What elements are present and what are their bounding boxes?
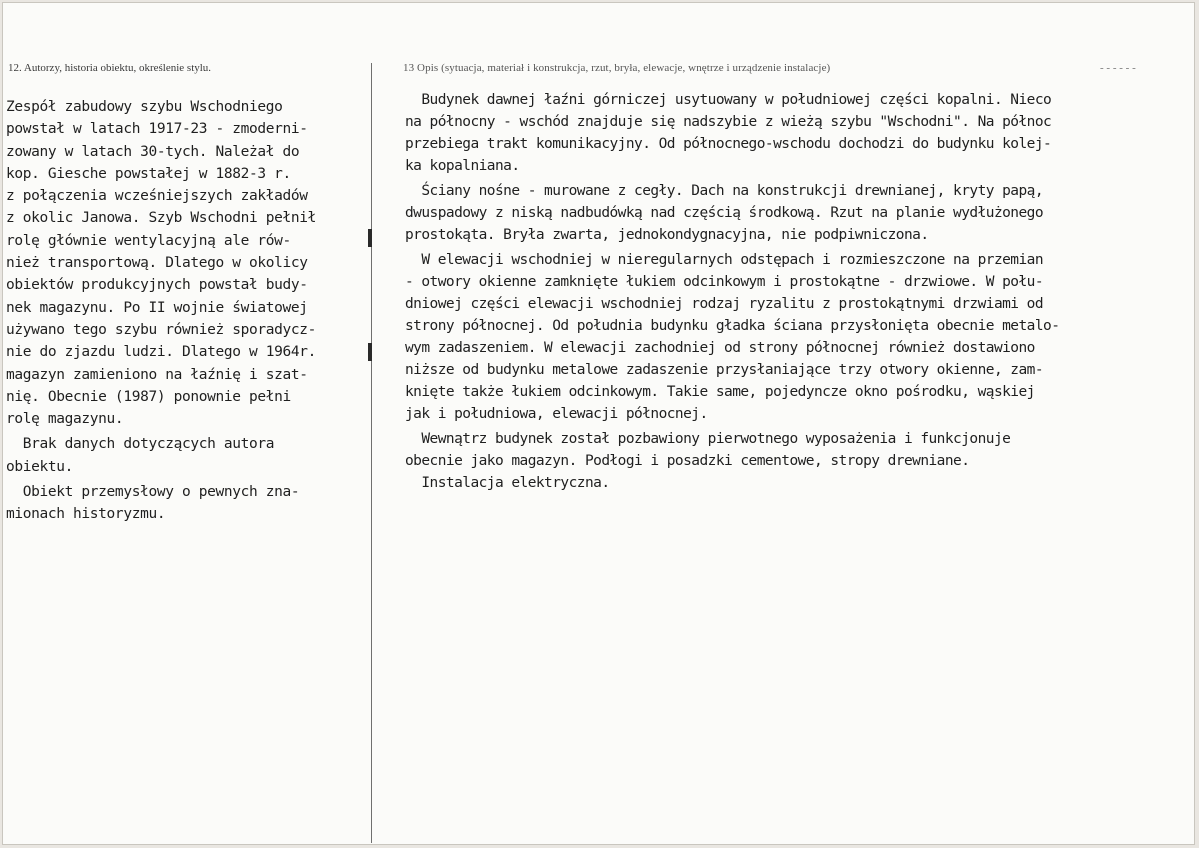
text-line: obiektu.: [6, 458, 74, 475]
text-line: przebiega trakt komunikacyjny. Od północnego-wschodu dochodzi do budynku kolej-: [405, 136, 1052, 152]
text-line: nek magazynu. Po II wojnie światowej: [6, 299, 308, 316]
text-line: Budynek dawnej łaźni górniczej usytuowany w południowej części kopalni. Nieco: [405, 92, 1052, 108]
text-line: Instalacja elektryczna.: [405, 475, 610, 491]
text-line: W elewacji wschodniej w nieregularnych odstępach i rozmieszczone na przemian: [405, 252, 1044, 268]
section-13-text: [405, 89, 1195, 494]
section-12-header: 12. Autorzy, historia obiektu, określenie stylu.: [8, 62, 212, 74]
text-line: jak i południowa, elewacji północnej.: [405, 406, 708, 422]
section-13-header-trail: - - - - - -: [1100, 62, 1136, 74]
text-line: dniowej części elewacji wschodniej rodzaj ryzalitu z prostokątnymi drzwiami od: [405, 296, 1044, 312]
text-line: strony północnej. Od południa budynku gładka ściana przysłonięta obecnie metalo-: [405, 318, 1060, 334]
text-line: magazyn zamieniono na łaźnię i szat-: [6, 366, 308, 383]
text-line: nie do zjazdu ludzi. Dlatego w 1964r.: [6, 344, 317, 361]
text-line: kop. Giesche powstałej w 1882-3 r.: [6, 165, 291, 182]
text-line: wym zadaszeniem. W elewacji zachodniej od strony północnej również dostawiono: [405, 340, 1035, 356]
text-line: używano tego szybu również sporadycz-: [6, 321, 317, 338]
section-13-header: 13 Opis (sytuacja, materiał i konstrukcja, rzut, bryła, elewacje, wnętrze i urządzenie instalacje): [403, 62, 831, 74]
text-line: knięte także łukiem odcinkowym. Takie same, pojedyncze okno pośrodku, wąskiej: [405, 384, 1035, 400]
text-line: Wewnątrz budynek został pozbawiony pierwotnego wyposażenia i funkcjonuje: [405, 431, 1011, 447]
text-line: powstał w latach 1917-23 - zmoderni-: [6, 121, 308, 138]
text-line: nież transportową. Dlatego w okolicy: [6, 255, 308, 272]
text-line: Zespół zabudowy szybu Wschodniego: [6, 99, 283, 115]
text-line: zowany w latach 30-tych. Należał do: [6, 143, 300, 160]
text-line: z połączenia wcześniejszych zakładów: [6, 188, 308, 205]
text-line: - otwory okienne zamknięte łukiem odcinkowym i prostokątne - drzwiowe. W połu-: [405, 274, 1044, 290]
margin-mark: [368, 343, 372, 361]
text-line: obecnie jako magazyn. Podłogi i posadzki cementowe, stropy drewniane.: [405, 453, 970, 469]
text-line: z okolic Janowa. Szyb Wschodni pełnił: [6, 210, 317, 227]
margin-mark: [368, 229, 372, 247]
text-line: prostokąta. Bryła zwarta, jednokondygnacyjna, nie podpiwniczona.: [405, 227, 929, 243]
text-line: Ściany nośne - murowane z cegły. Dach na konstrukcji drewnianej, kryty papą,: [405, 183, 1044, 199]
text-line: rolę głównie wentylacyjną ale rów-: [6, 232, 291, 249]
text-line: ka kopalniana.: [405, 158, 520, 174]
text-line: Obiekt przemysłowy o pewnych zna-: [6, 484, 300, 501]
column-divider: [371, 63, 372, 843]
text-line: mionach historyzmu.: [6, 506, 166, 523]
section-12-text: [6, 96, 366, 526]
text-line: obiektów produkcyjnych powstał budy-: [6, 277, 308, 294]
text-line: dwuspadowy z niską nadbudówką nad częścią środkową. Rzut na planie wydłużonego: [405, 205, 1044, 221]
text-line: niższe od budynku metalowe zadaszenie przysłaniające trzy otwory okienne, zam-: [405, 362, 1044, 378]
text-line: na północny - wschód znajduje się nadszybie z wieżą szybu "Wschodni". Na północ: [405, 114, 1052, 130]
text-line: Brak danych dotyczących autora: [6, 436, 275, 453]
text-line: rolę magazynu.: [6, 411, 124, 428]
text-line: nię. Obecnie (1987) ponownie pełni: [6, 388, 291, 405]
